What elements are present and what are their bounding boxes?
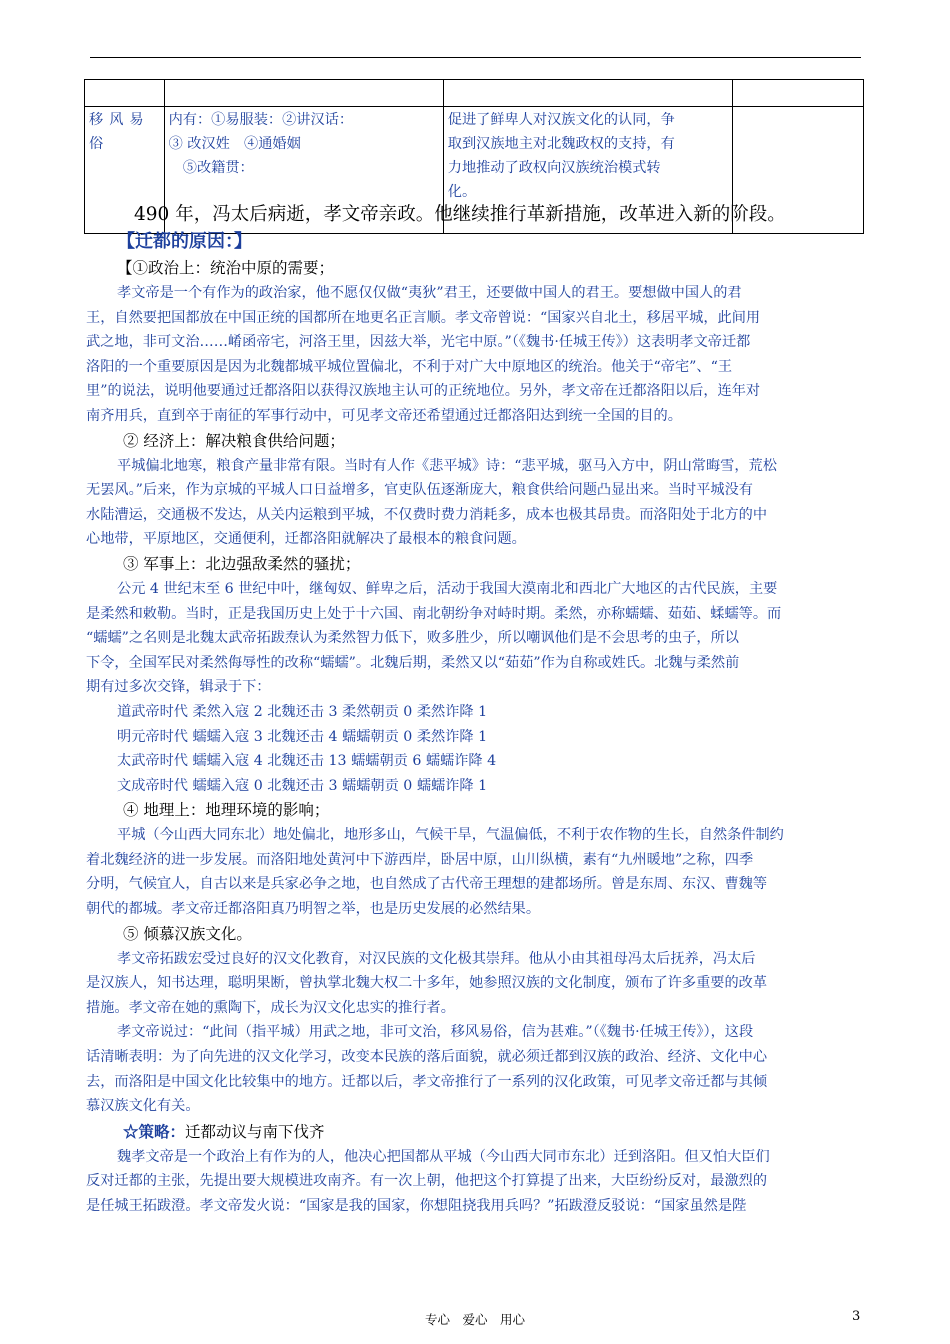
effect-line: 力地推动了政权向汉族统治模式转 xyxy=(447,160,661,176)
paragraph-line: 魏孝文帝是一个政治上有作为的人，他决心把国都从平城（今山西大同市东北）迁到洛阳。但又怕大臣们 xyxy=(117,1148,770,1165)
content-line: 内有：①易服装：②讲汉话： xyxy=(168,112,354,128)
table-cell xyxy=(85,80,165,107)
reason-geography-title: ④ 地理上：地理环境的影响； xyxy=(123,801,330,820)
strategy-title-text: 迁都动议与南下伐齐 xyxy=(185,1122,325,1141)
paragraph-line: 期有过多次交锋，辑录于下： xyxy=(86,679,271,696)
paragraph-line: 水陆漕运，交通极不发达，从关内运粮到平城，不仅费时费力消耗多，成本也极其昂贵。而洛阳处于北方的中 xyxy=(86,506,768,523)
effect-line: 化。 xyxy=(447,184,477,200)
paragraph-line: 是柔然和敕勒。当时，正是我国历史上处于十六国、南北朝纷争对峙时期。柔然，亦称蠕蠕、茹茹、蝚蠕等。而 xyxy=(86,605,782,622)
paragraph-line: 公元 4 世纪末至 6 世纪中叶，继匈奴、鲜卑之后，活动于我国大漠南北和西北广大地区的古代民族，主要 xyxy=(117,580,778,597)
table-cell xyxy=(443,80,732,107)
section-heading: 【迁都的原因：】 xyxy=(117,231,252,252)
paragraph-line: 孝文帝是一个有作为的政治家，他不愿仅仅做“夷狄”君王，还要做中国人的君王。要想做中国人的君 xyxy=(117,285,742,301)
paragraph-line: 去，而洛阳是中国文化比较集中的地方。迁都以后，孝文帝推行了一系列的汉化政策，可见孝文帝迁都与其倾 xyxy=(86,1073,768,1090)
table-cell xyxy=(732,80,863,107)
paragraph-line: 平城（今山西大同东北）地处偏北，地形多山，气候干旱，气温偏低，不利于农作物的生长，自然条件制约 xyxy=(117,827,784,844)
table-row xyxy=(85,80,864,107)
content-line: ⑤改籍贯： xyxy=(168,160,254,176)
page-footer: 专心 爱心 用心 xyxy=(424,1312,525,1327)
paragraph-line: 下令，全国军民对柔然侮辱性的改称“蠕蠕”。北魏后期，柔然又以“茹茹”作为自称或姓氏。北魏与柔然前 xyxy=(86,654,740,671)
record-line: 道武帝时代 柔然入寇 2 北魏还击 3 柔然朝贡 0 柔然诈降 1 xyxy=(117,703,488,720)
paragraph-line: 王，自然要把国都放在中国正统的国都所在地更名正言顺。孝文帝曾说：“国家兴自北土，移居平城，此间用 xyxy=(86,309,761,326)
paragraph-line: 分明，气候宜人，自古以来是兵家必争之地，也自然成了古代帝王理想的建都场所。曾是东周、东汉、曹魏等 xyxy=(86,876,768,893)
main-content xyxy=(86,202,865,1219)
strategy-label: ☆策略： xyxy=(123,1121,186,1141)
table-cell xyxy=(164,80,443,107)
paragraph-line: 里”的说法，说明他要通过迁都洛阳以获得汉族地主认可的正统地位。另外，孝文帝在迁都洛阳以后，连年对 xyxy=(86,383,761,400)
paragraph-line: 话清晰表明：为了向先进的汉文化学习，改变本民族的落后面貌，就必须迁都到汉族的政治、经济、文化中心 xyxy=(86,1049,768,1066)
paragraph-line: 南齐用兵，直到卒于南征的军事行动中，可见孝文帝还希望通过迁都洛阳达到统一全国的目的。 xyxy=(86,407,682,424)
paragraph-line: 心地带，平原地区，交通便利，迁都洛阳就解决了最根本的粮食问题。 xyxy=(86,531,526,548)
content-line: ③ 改汉姓 ④通婚姻 xyxy=(168,136,301,152)
paragraph-line: 是汉族人，知书达理，聪明果断，曾执掌北魏大权二十多年，她参照汉族的文化制度，颁布了许多重要的改革 xyxy=(86,975,768,992)
paragraph-line: 无罢风。”后来，作为京城的平城人口日益增多，官吏队伍逐渐庞大，粮食供给问题凸显出来。当时平城没有 xyxy=(86,482,753,499)
paragraph-line: 孝文帝拓跋宏受过良好的汉文化教育，对汉民族的文化极其崇拜。他从小由其祖母冯太后抚养，冯太后 xyxy=(117,950,756,967)
table-cell-category: 移风易俗 xyxy=(85,107,165,234)
reason-culture-title: ⑤ 倾慕汉族文化。 xyxy=(123,924,252,943)
paragraph-line: 朝代的都城。孝文帝迁都洛阳真乃明智之举，也是历史发展的必然结果。 xyxy=(86,901,541,918)
paragraph-line: 反对迁都的主张，先提出要大规模进攻南齐。有一次上朝，他把这个打算提了出来，大臣纷纷反对，最激烈的 xyxy=(86,1173,768,1190)
intro-paragraph: 490 年，冯太后病逝，孝文帝亲政。他继续推行革新措施，改革进入新的阶段。 xyxy=(134,204,786,225)
paragraph-line: 武之地，非可文治……崤函帝宅，河洛王里，因兹大举，光宅中原。”（《魏书·任城王传》）这表明孝文帝迁都 xyxy=(86,334,751,351)
reason-political-title: 【①政治上：统治中原的需要； xyxy=(117,259,335,277)
record-line: 明元帝时代 蠕蠕入寇 3 北魏还击 4 蠕蠕朝贡 0 柔然诈降 1 xyxy=(117,728,488,745)
paragraph-line: 平城偏北地寒，粮食产量非常有限。当时有人作《悲平城》诗：“悲平城，驱马入方中，阴山常晦雪，荒松 xyxy=(117,457,777,474)
page-number: 3 xyxy=(852,1309,861,1324)
header-rule xyxy=(90,57,861,58)
effect-line: 取到汉族地主对北魏政权的支持，有 xyxy=(447,136,675,152)
paragraph-line: 洛阳的一个重要原因是因为北魏都城平城位置偏北，不利于对广大中原地区的统治。他关于“帝宅”、“王 xyxy=(86,358,733,375)
paragraph-line: 着北魏经济的进一步发展。而洛阳地处黄河中下游西岸，卧居中原，山川纵横，素有“九州暖地”之称，四季 xyxy=(86,851,754,868)
paragraph-line: 是任城王拓跋澄。孝文帝发火说：“国家是我的国家，你想阻挠我用兵吗？”拓跋澄反驳说：“国家虽然是陛 xyxy=(86,1198,747,1214)
paragraph-line: “蠕蠕”之名则是北魏太武帝拓跋焘认为柔然智力低下，败多胜少，所以嘲讽他们是不会思考的虫子，所以 xyxy=(86,630,739,647)
effect-line: 促进了鲜卑人对汉族文化的认同，争 xyxy=(447,112,675,128)
strategy-title xyxy=(117,1119,865,1145)
record-line: 太武帝时代 蠕蠕入寇 4 北魏还击 13 蠕蠕朝贡 6 蠕蠕诈降 4 xyxy=(117,753,497,770)
record-line: 文成帝时代 蠕蠕入寇 0 北魏还击 3 蠕蠕朝贡 0 蠕蠕诈降 1 xyxy=(117,777,488,794)
paragraph-line: 孝文帝说过：“此间（指平城）用武之地，非可文治，移风易俗，信为甚难。”（《魏书·任城王传》），这段 xyxy=(117,1024,754,1041)
reason-economic-title: ② 经济上：解决粮食供给问题； xyxy=(123,431,345,450)
paragraph-line: 措施。孝文帝在她的熏陶下，成长为汉文化忠实的推行者。 xyxy=(86,999,455,1016)
paragraph-line: 慕汉族文化有关。 xyxy=(86,1098,200,1115)
reason-military-title: ③ 军事上：北边强敌柔然的骚扰； xyxy=(123,554,361,573)
